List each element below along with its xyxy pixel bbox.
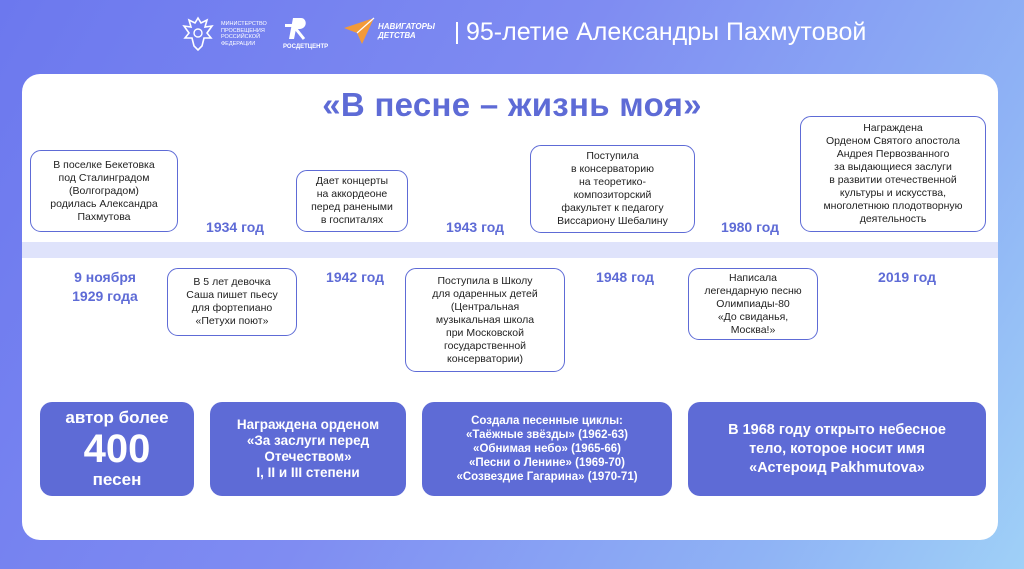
event-box-1942: Дает концерты на аккордеоне перед ранеными в госпиталях [296, 170, 408, 232]
rosdetcentr-r-icon [283, 14, 311, 42]
ministry-text: МИНИСТЕРСТВО ПРОСВЕЩЕНИЯ РОССИЙСКОЙ ФЕДЕРАЦИИ [221, 21, 267, 47]
event-date-1948: 1948 год [596, 269, 654, 285]
ministry-logo [180, 14, 281, 54]
event-date-1934: 1934 год [206, 219, 264, 235]
card-songs [40, 402, 194, 496]
timeline-bar [22, 242, 998, 258]
rosdetcentr-logo [283, 14, 328, 50]
navigators-text: НАВИГАТОРЫ ДЕТСТВА [378, 22, 435, 40]
header-title: 95-летие Александры Пахмутовой [466, 18, 867, 46]
eagle-emblem-icon [180, 14, 216, 54]
event-date-1980: 1980 год [721, 219, 779, 235]
event-date-1943: 1943 год [446, 219, 504, 235]
card-order: Награждена орденом «За заслуги перед Отечеством» I, II и III степени [210, 402, 406, 496]
header-separator [456, 22, 458, 44]
event-date-1942: 1942 год [326, 269, 384, 285]
event-date-2019: 2019 год [878, 269, 936, 285]
event-box-1929: В поселке Бекетовка под Сталинградом (Волгоградом) родилась Александра Пахмутова [30, 150, 178, 232]
event-box-2019: Награждена Орденом Святого апостола Андрея Первозванного за выдающиеся заслуги в развитии отечественной культуры и искусства, многолетнюю плодотворную деятельность [800, 116, 986, 232]
header [0, 0, 1024, 70]
card-song-cycles: Создала песенные циклы: «Таёжные звёзды» (1962-63) «Обнимая небо» (1965-66) «Песни о Ленине» (1969-70) «Созвездие Гагарина» (1970-71) [422, 402, 672, 496]
main-title: «В песне – жизнь моя» [322, 86, 702, 123]
navigators-logo [342, 14, 435, 48]
paper-plane-icon [342, 14, 376, 48]
event-box-1943: Поступила в Школу для одаренных детей (Центральная музыкальная школа при Московской государственной консерватории) [405, 268, 565, 372]
rosdetcentr-text: РОСДЕТЦЕНТР [283, 44, 329, 50]
card-asteroid: В 1968 году открыто небесное тело, которое носит имя «Астероид Pakhmutova» [688, 402, 986, 496]
card-songs-suffix: песен [92, 470, 142, 489]
event-box-1948: Поступила в консерваторию на теоретико- композиторский факультет к педагогу Виссариону Шебалину [530, 145, 695, 233]
card-songs-number: 400 [83, 427, 151, 471]
event-box-1934: В 5 лет девочка Саша пишет пьесу для фортепиано «Петухи поют» [167, 268, 297, 336]
event-box-1980: Написала легендарную песню Олимпиады-80 «До свиданья, Москва!» [688, 268, 818, 340]
card-songs-prefix: автор более [65, 408, 169, 427]
event-date-1929: 9 ноября 1929 года [72, 269, 138, 304]
